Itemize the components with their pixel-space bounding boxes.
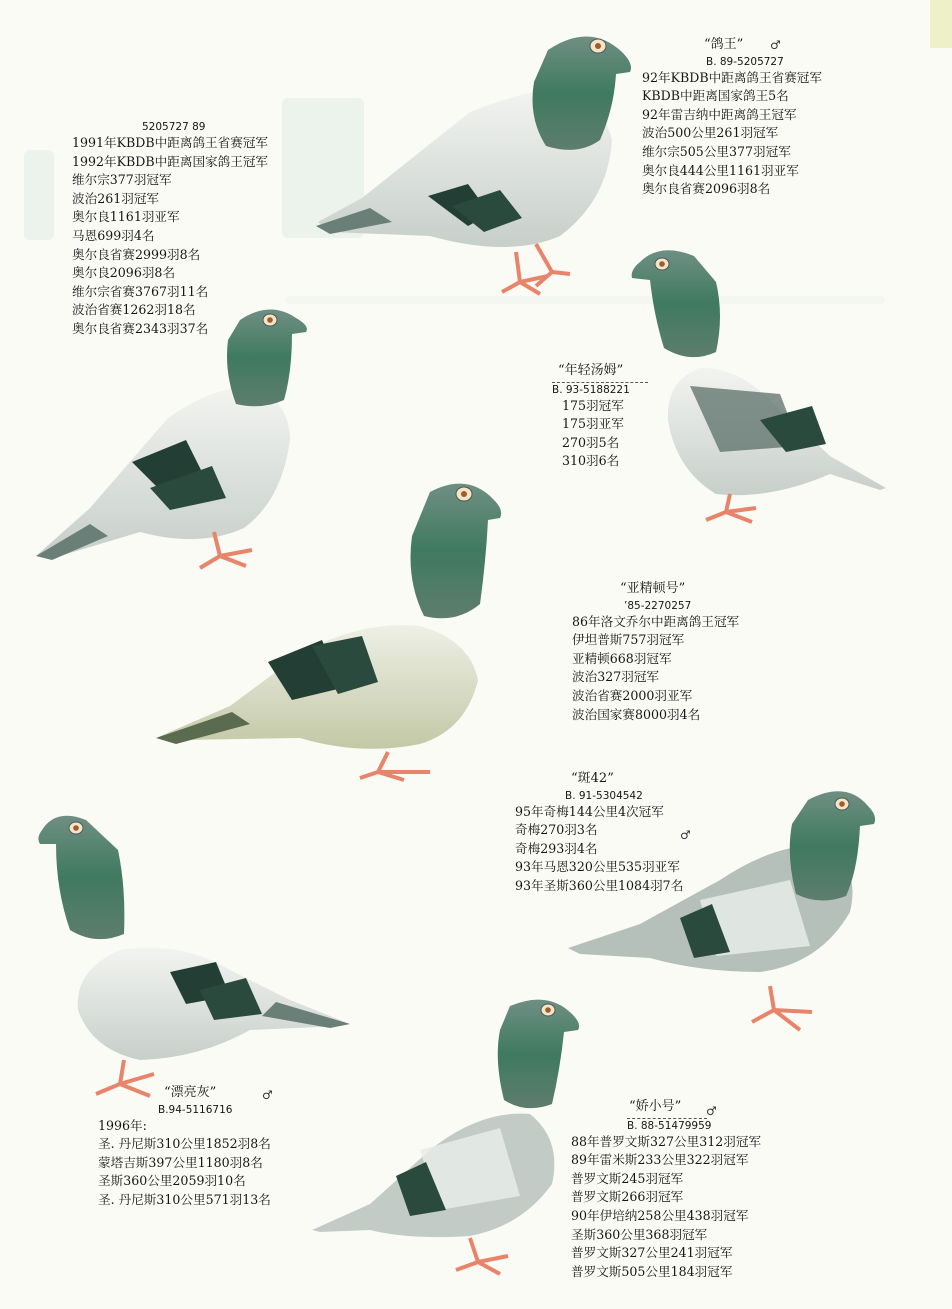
pigeon-6-result: 圣. 丹尼斯310公里571羽13名 [98, 1191, 271, 1207]
pigeon-1-result: 波治500公里261羽冠军 [642, 125, 779, 141]
pigeon-5-caption [515, 770, 683, 896]
pigeon-2-caption [72, 120, 268, 339]
pigeon-1-result: KBDB中距离国家鸽王5名 [642, 88, 789, 104]
pigeon-7-ring-number: B. 88-51479959 [627, 1119, 712, 1132]
pigeon-3-caption [552, 362, 648, 471]
pigeon-7-result: 88年普罗文斯327公里312羽冠军 [571, 1133, 762, 1149]
pigeon-6-image [38, 816, 350, 1096]
pigeon-4-result: 亚精顿668羽冠军 [572, 650, 672, 666]
pigeon-2-result: 马恩699羽4名 [72, 227, 155, 243]
pigeon-6-result: 1996年: [98, 1117, 147, 1133]
pigeon-2-result: 奥尔良省赛2999羽8名 [72, 246, 201, 262]
pigeon-2-result: 奥尔良2096羽8名 [72, 265, 176, 281]
pigeon-2-result: 波治261羽冠军 [72, 190, 160, 206]
pigeon-2-result: 1992年KBDB中距离国家鸽王冠军 [72, 153, 269, 169]
pigeon-7-result: 普罗文斯505公里184羽冠军 [571, 1263, 733, 1279]
pigeon-6-result: 圣斯360公里2059羽10名 [98, 1173, 246, 1189]
pigeon-3-image [632, 250, 886, 522]
pigeon-3-result: 175羽冠军 [562, 397, 624, 413]
pigeon-5-result: 95年奇梅144公里4次冠军 [515, 803, 664, 819]
pigeon-4-result: 伊坦普斯757羽冠军 [572, 632, 685, 648]
pigeon-6-result: 蒙塔吉斯397公里1180羽8名 [98, 1154, 263, 1170]
pigeon-3-ring-number: B. 93-5188221 [552, 383, 630, 396]
pigeon-1-result: 维尔宗505公里377羽冠军 [642, 143, 791, 159]
pigeon-2-result: 波治省赛1262羽18名 [72, 302, 196, 318]
male-symbol: ♂ [706, 1104, 717, 1118]
pigeon-4-result: 波治省赛2000羽亚军 [572, 687, 693, 703]
pigeon-1-image [316, 36, 631, 294]
pigeon-3-name: “年轻汤姆” [558, 363, 624, 378]
pigeon-2-image [36, 309, 307, 568]
pigeon-4-result: 波治国家赛8000羽4名 [572, 706, 701, 722]
pigeon-2-result: 维尔宗377羽冠军 [72, 172, 172, 188]
pigeon-5-result: 奇梅293羽4名 [515, 840, 598, 856]
pigeon-1-result: 奥尔良444公里1161羽亚军 [642, 162, 799, 178]
pigeon-2-result: 维尔宗省赛3767羽11名 [72, 283, 209, 299]
pigeon-7-caption [571, 1098, 761, 1281]
pigeon-6-name: “漂亮灰” [164, 1085, 217, 1100]
pigeon-6-result: 圣. 丹尼斯310公里1852羽8名 [98, 1136, 271, 1152]
pigeon-7-result: 普罗文斯327公里241羽冠军 [571, 1245, 733, 1261]
pigeon-1-result: 奥尔良省赛2096羽8名 [642, 181, 771, 197]
pigeon-1-name: “鸽王” [704, 37, 744, 52]
pigeon-2-result: 1991年KBDB中距离鸽王省赛冠军 [72, 135, 269, 150]
pigeon-7-name: “娇小号” [629, 1099, 682, 1114]
pigeon-5-result: 93年圣斯360公里1084羽7名 [515, 877, 684, 893]
pigeon-7-result: 90年伊培纳258公里438羽冠军 [571, 1207, 749, 1223]
pigeon-5-name: “斑42” [571, 771, 614, 786]
pigeon-2-ring-number: 5205727 89 [142, 121, 206, 133]
pigeon-2-result: 奥尔良1161羽亚军 [72, 209, 180, 225]
pigeon-1-caption [642, 36, 822, 199]
pigeon-7-result: 圣斯360公里368羽冠军 [571, 1226, 708, 1242]
pigeon-4-caption [572, 580, 739, 724]
pigeon-4-result: 86年洛文乔尔中距离鸽王冠军 [572, 613, 740, 629]
pigeon-3-result: 175羽亚军 [562, 416, 624, 432]
pigeon-1-result: 92年KBDB中距离鸽王省赛冠军 [642, 69, 822, 85]
pigeon-5-result: 奇梅270羽3名 [515, 822, 598, 838]
male-symbol: ♂ [680, 828, 691, 842]
pigeon-2-result: 奥尔良省赛2343羽37名 [72, 320, 209, 336]
pigeon-7-result: 普罗文斯266羽冠军 [571, 1189, 684, 1205]
pigeon-4-name: “亚精顿号” [620, 581, 686, 596]
male-symbol: ♂ [262, 1088, 273, 1102]
pigeon-7-image [312, 1000, 579, 1274]
pigeon-3-result: 310羽6名 [562, 453, 620, 469]
pigeon-1-ring-number: B. 89-5205727 [706, 55, 784, 68]
pigeon-6-ring-number: B.94-5116716 [158, 1103, 233, 1116]
pigeon-7-result: 普罗文斯245羽冠军 [571, 1170, 684, 1186]
male-symbol: ♂ [770, 38, 781, 52]
pigeon-5-result: 93年马恩320公里535羽亚军 [515, 859, 680, 875]
pigeon-4-ring-number: ’85-2270257 [624, 599, 692, 612]
pigeon-6-caption [98, 1084, 271, 1210]
pigeon-1-result: 92年雷吉纳中距离鸽王冠军 [642, 106, 797, 122]
pigeon-7-result: 89年雷米斯233公里322羽冠军 [571, 1152, 749, 1168]
pigeon-3-result: 270羽5名 [562, 434, 620, 450]
pigeon-5-ring-number: B. 91-5304542 [565, 789, 643, 802]
pigeon-4-result: 波治327羽冠军 [572, 669, 660, 685]
